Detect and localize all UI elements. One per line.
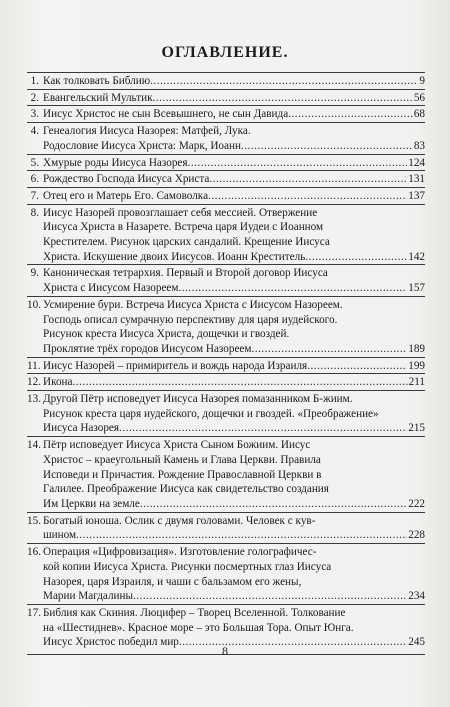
toc-entry-page: 215 (408, 422, 425, 435)
toc-entry-text: Генеалогия Иисуса Назорея: Матфей, Лука. (43, 125, 251, 138)
toc-entry (27, 187, 425, 204)
toc-entry-text: Хмурые роды Иисуса Назорея (43, 156, 188, 169)
toc-entry-text: Каноническая тетрархия. Первый и Второй договор Иисуса (43, 267, 328, 280)
toc-entry-line (27, 91, 425, 106)
toc-entry-text: Усмирение бури. Встреча Иисуса Христа с Иисусом Назореем. (43, 298, 343, 311)
toc-entry-page: 142 (408, 250, 425, 263)
toc-entry-number: 15. (27, 514, 41, 527)
toc-entry-line (27, 545, 425, 560)
toc-entry-line (27, 313, 425, 328)
toc-entry-number: 10. (27, 298, 41, 311)
toc-entry-line (27, 220, 425, 235)
toc-entry-text: Рисунок креста царя иудейского, дощечки и гвоздей. «Преображение» (43, 407, 379, 420)
toc-entry-page: 83 (413, 139, 425, 152)
toc-entry-text: Исповеди и Причастия. Рождение Православной Церкви в (43, 468, 322, 481)
toc-entry-text: Пётр исповедует Иисуса Христа Сыном Божиим. Иисус (43, 439, 311, 452)
toc-entry-text: Галилее. Преображение Иисуса как свидетельство создания (43, 483, 329, 496)
toc-entry-page: 124 (408, 156, 425, 169)
toc-entry-line (27, 468, 425, 483)
dot-leader (119, 421, 407, 436)
toc-entry-line (27, 206, 425, 221)
toc-entry-line (27, 606, 425, 621)
toc-entry-text: Христос – краеугольный Камень и Глава Церкви. Правила (43, 453, 321, 466)
toc-entry-line (27, 74, 425, 89)
toc-entry-text: Родословие Иисуса Христа: Марк, Иоанн (43, 139, 241, 152)
toc-entry-text: Господь описал сумрачную перспективу для царя иудейского. (43, 313, 338, 326)
toc-entry-text: Евангельский Мультик (43, 91, 153, 104)
dot-leader (251, 342, 407, 357)
toc-entry-line (27, 266, 425, 281)
toc-entry (27, 72, 425, 89)
toc-entry-number: 3. (30, 108, 39, 121)
toc-entry-text: Иисус Христос не сын Всевышнего, не сын Давида (43, 108, 289, 121)
dot-leader (150, 74, 418, 89)
toc-entry-line (27, 575, 425, 590)
toc-entry-line (27, 438, 425, 453)
dot-leader (178, 281, 407, 296)
dot-leader (76, 528, 407, 543)
toc-entry-line (27, 107, 425, 122)
dot-leader (140, 497, 407, 512)
toc-entry (27, 89, 425, 106)
toc-entry-number: 9. (30, 267, 39, 280)
toc-entry-line (27, 281, 425, 296)
dot-leader (133, 589, 407, 604)
toc-entry (27, 264, 425, 295)
toc-entry-text: Назорея, царя Израиля, и чаши с бальзамом его жены, (43, 575, 302, 588)
toc-entry (27, 543, 425, 604)
toc-entry-number: 8. (30, 206, 39, 219)
toc-entry-number: 16. (27, 546, 41, 559)
toc-entry-number: 5. (30, 156, 39, 169)
toc-entry-line (27, 421, 425, 436)
toc-entry-text: Христа. Искушение двоих Иисусов. Иоанн Креститель (43, 250, 306, 263)
toc-entry-line (27, 514, 425, 529)
toc-entry-line (27, 528, 425, 543)
toc-entry-number: 13. (27, 393, 41, 406)
toc-entry-line (27, 342, 425, 357)
toc-entry (27, 105, 425, 122)
dot-leader (307, 359, 407, 374)
toc-entry-page: 234 (408, 590, 425, 603)
toc-entry-page: 199 (408, 359, 425, 372)
toc-entry-text: Иисуса Христа в Назарете. Встреча царя Иудеи с Иоанном (43, 221, 324, 234)
toc-entry-text: Рождество Господа Иисуса Христа (43, 173, 210, 186)
toc-entry-text: Операция «Цифровизация». Изготовление голографичес- (43, 546, 317, 559)
toc-entry-line (27, 298, 425, 313)
toc-entry-text: Им Церкви на земле (43, 497, 140, 510)
dot-leader (208, 189, 407, 204)
toc-entry-number: 17. (27, 606, 41, 619)
toc-entry (27, 122, 425, 153)
toc-entry-line (27, 172, 425, 187)
toc-entry (27, 373, 425, 390)
toc-entry-line (27, 235, 425, 250)
toc-entry-number: 14. (27, 439, 41, 452)
toc-entry-line (27, 392, 425, 407)
toc-entry (27, 512, 425, 543)
dot-leader (241, 139, 413, 154)
toc-entry-text: Проклятие трёх городов Иисусом Назореем (43, 342, 252, 355)
toc-entry-text: шином (43, 529, 77, 542)
toc-entry-line (27, 156, 425, 171)
toc-entry-text: Другой Пётр исповедует Иисуса Назорея помазанником Б-жиим. (43, 393, 353, 406)
toc-entry-text: Рисунок креста Иисуса Христа, дощечки и гвоздей. (43, 328, 290, 341)
toc-entry-text: Иисус Назорей провозглашает себя мессией. Отвержение (43, 206, 318, 219)
toc-entry-page: 245 (408, 636, 425, 649)
toc-entry-page: 228 (408, 529, 425, 542)
toc-entry (27, 154, 425, 171)
toc-entry-line (27, 139, 425, 154)
page-number: 8 (222, 644, 228, 658)
toc-entry-line (27, 375, 425, 390)
dot-leader (73, 375, 408, 390)
toc-entry-text: на «Шестиднев». Красное море – это Большая Тора. Опыт Юнга. (43, 621, 354, 634)
toc-entry (27, 436, 425, 512)
toc-entry (27, 204, 425, 265)
dot-leader (209, 172, 407, 187)
dot-leader (153, 91, 413, 106)
toc-entry-text: Христа с Иисусом Назореем (43, 282, 179, 295)
toc-entry (27, 296, 425, 357)
toc-entry-line (27, 189, 425, 204)
dot-leader (288, 107, 413, 122)
toc-entry-number: 11. (27, 359, 41, 372)
toc-entry-line (27, 359, 425, 374)
toc-entry-line (27, 327, 425, 342)
toc-entry-number: 7. (30, 189, 39, 202)
toc-entry-page: 157 (408, 282, 425, 295)
table-of-contents (27, 72, 425, 655)
toc-entry-text: Богатый юноша. Ослик с двумя головами. Человек с кув- (43, 514, 316, 527)
toc-entry-text: Крестителем. Рисунок царских сандалий. Крещение Иисуса (43, 236, 330, 249)
toc-entry-number: 2. (30, 91, 39, 104)
toc-entry-page: 68 (413, 108, 425, 121)
toc-entry-line (27, 589, 425, 604)
toc-entry-number: 4. (30, 125, 39, 138)
toc-entry-text: Библия как Скиния. Люцифер – Творец Вселенной. Толкование (43, 606, 346, 619)
toc-entry-line (27, 453, 425, 468)
toc-entry-page: 211 (408, 376, 425, 389)
toc-entry (27, 390, 425, 436)
toc-entry-line (27, 124, 425, 139)
toc-entry-page: 222 (408, 497, 425, 510)
toc-entry-page: 137 (408, 189, 425, 202)
toc-entry-line (27, 250, 425, 265)
toc-entry-text: Иисус Христос победил мир (43, 636, 179, 649)
toc-entry-page: 189 (408, 342, 425, 355)
toc-entry-line (27, 621, 425, 636)
toc-entry (27, 357, 425, 374)
toc-entry-page: 56 (413, 91, 425, 104)
toc-entry-number: 1. (30, 75, 39, 87)
toc-entry-line (27, 560, 425, 575)
toc-entry-number: 12. (27, 376, 41, 389)
toc-entry-text: кой копии Иисуса Христа. Рисунки посмертных глаз Иисуса (43, 560, 332, 573)
dot-leader (188, 156, 408, 171)
toc-entry-line (27, 482, 425, 497)
dot-leader (305, 250, 407, 265)
toc-entry-text: Иисус Назорей – примиритель и вождь народа Израиля (43, 359, 308, 372)
toc-entry (27, 170, 425, 187)
toc-entry-text: Марии Магдалины (43, 590, 134, 603)
toc-entry-page: 9 (419, 75, 425, 87)
toc-entry-text: Отец его и Матерь Его. Самоволка (43, 189, 209, 202)
toc-entry-line (27, 497, 425, 512)
toc-entry-number: 6. (30, 173, 39, 186)
page-title: ОГЛАВЛЕНИЕ. (161, 44, 289, 61)
toc-entry-text: Иисуса Назорея (43, 422, 120, 435)
toc-entry-page: 131 (408, 173, 425, 186)
toc-entry-line (27, 407, 425, 422)
toc-entry-text: Как толковать Библию (43, 75, 151, 87)
toc-entry-text: Икона (43, 376, 73, 389)
